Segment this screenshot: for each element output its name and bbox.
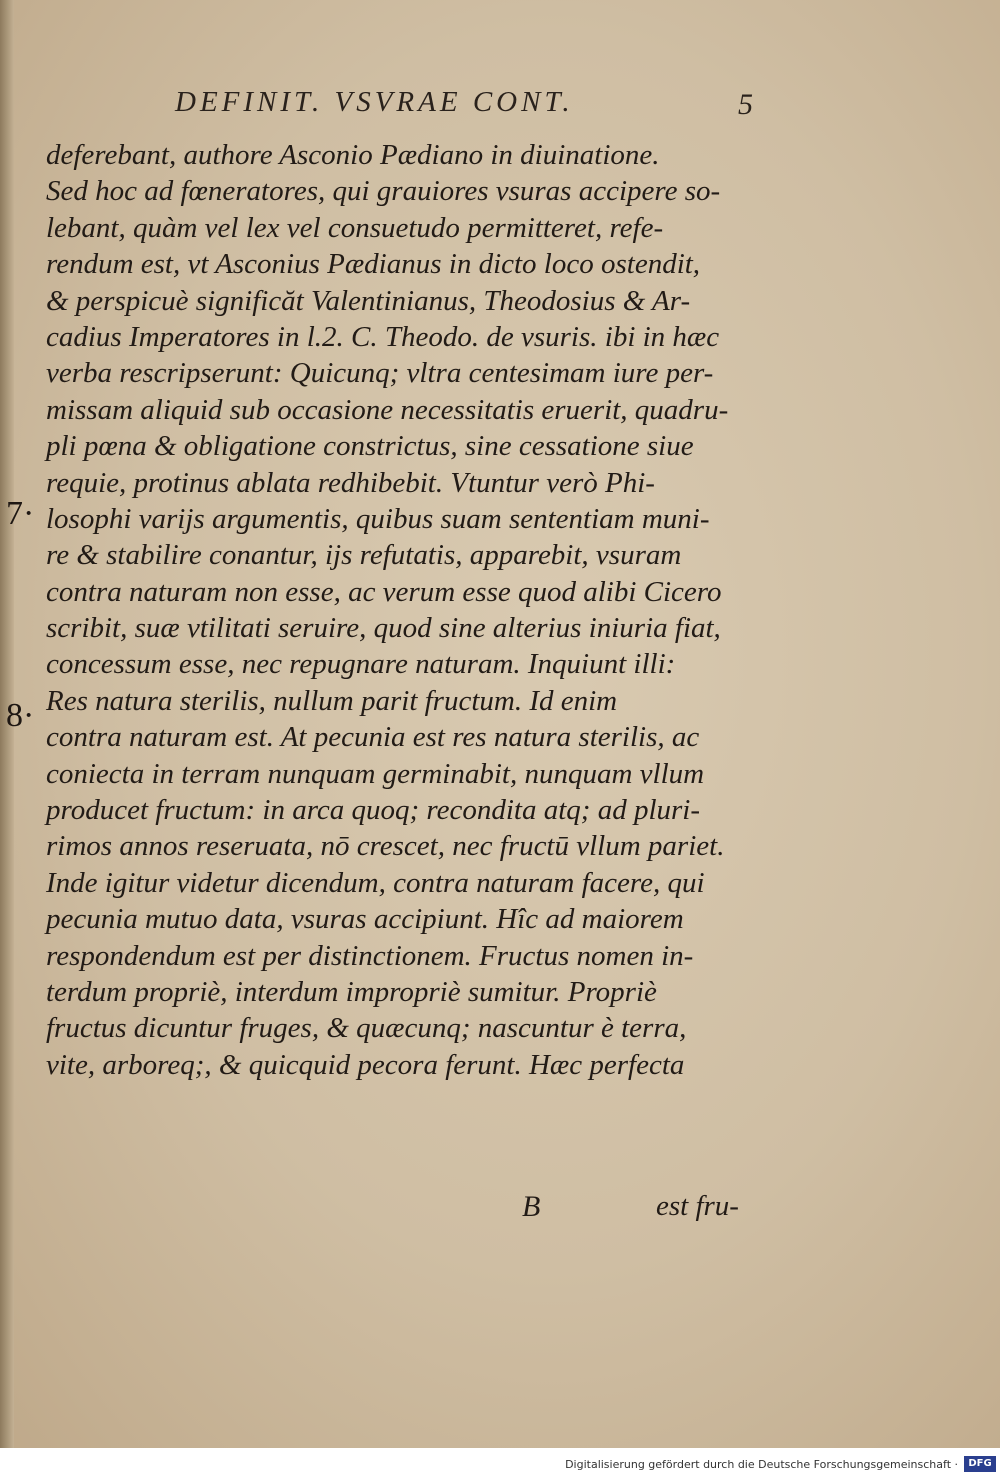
text-line: Inde igitur videtur dicendum, contra naturam facere, qui — [46, 866, 705, 899]
page-number: 5 — [738, 88, 753, 121]
signature-mark: B — [522, 1190, 541, 1223]
text-line: rimos annos reseruata, nō crescet, nec fructū vllum pariet. — [46, 830, 725, 863]
text-line: coniecta in terram nunquam germinabit, nunquam vllum — [46, 757, 705, 790]
text-line: re & stabilire conantur, ijs refutatis, apparebit, vsuram — [46, 539, 682, 572]
text-line: fructus dicuntur fruges, & quæcunq; nascuntur è terra, — [46, 1012, 687, 1045]
text-line: cadius Imperatores in l.2. C. Theodo. de vsuris. ibi in hæc — [46, 320, 720, 353]
text-line: verba rescripserunt: Quicunq; vltra centesimam iure per- — [46, 357, 714, 390]
margin-number-7: 7· — [6, 495, 35, 532]
dfg-logo-icon: DFG — [964, 1456, 996, 1472]
text-line: lebant, quàm vel lex vel consuetudo permitteret, refe- — [46, 211, 664, 244]
text-line: concessum esse, nec repugnare naturam. Inquiunt illi: — [46, 648, 676, 681]
text-line: losophi varijs argumentis, quibus suam sententiam muni- — [46, 502, 710, 535]
footer-credit: Digitalisierung gefördert durch die Deutsche Forschungsgemeinschaft · — [565, 1458, 958, 1471]
text-line: missam aliquid sub occasione necessitatis eruerit, quadru- — [46, 393, 729, 426]
text-line: contra naturam non esse, ac verum esse quod alibi Cicero — [46, 575, 722, 608]
text-line: Res natura sterilis, nullum parit fructum. Id enim — [46, 684, 618, 717]
catchword: est fru- — [656, 1190, 739, 1222]
text-line: deferebant, authore Asconio Pædiano in diuinatione. — [46, 139, 660, 171]
text-line: vite, arboreq;, & quicquid pecora ferunt. Hæc perfecta — [46, 1048, 685, 1081]
text-line: terdum propriè, interdum impropriè sumitur. Propriè — [46, 975, 657, 1008]
text-line: rendum est, vt Asconius Pædianus in dicto loco ostendit, — [46, 248, 701, 281]
text-line: & perspicuè significăt Valentinianus, Theodosius & Ar- — [46, 284, 691, 317]
text-line: pli pœna & obligatione constrictus, sine cessatione siue — [46, 430, 694, 463]
text-line: respondendum est per distinctionem. Fructus nomen in- — [46, 939, 694, 972]
text-line: contra naturam est. At pecunia est res natura sterilis, ac — [46, 721, 700, 754]
text-line: Sed hoc ad fœneratores, qui grauiores vsuras accipere so- — [46, 175, 721, 208]
running-title: DEFINIT. VSVRAE CONT. — [175, 86, 574, 118]
margin-number-8: 8· — [6, 697, 35, 734]
text-line: scribit, suæ vtilitati seruire, quod sine alterius iniuria fiat, — [46, 612, 721, 645]
text-line: requie, protinus ablata redhibebit. Vtuntur verò Phi- — [46, 466, 655, 499]
text-line: pecunia mutuo data, vsuras accipiunt. Hîc ad maiorem — [46, 903, 684, 936]
body-text — [46, 137, 776, 1083]
text-line: producet fructum: in arca quoq; recondita atq; ad pluri- — [46, 794, 701, 827]
